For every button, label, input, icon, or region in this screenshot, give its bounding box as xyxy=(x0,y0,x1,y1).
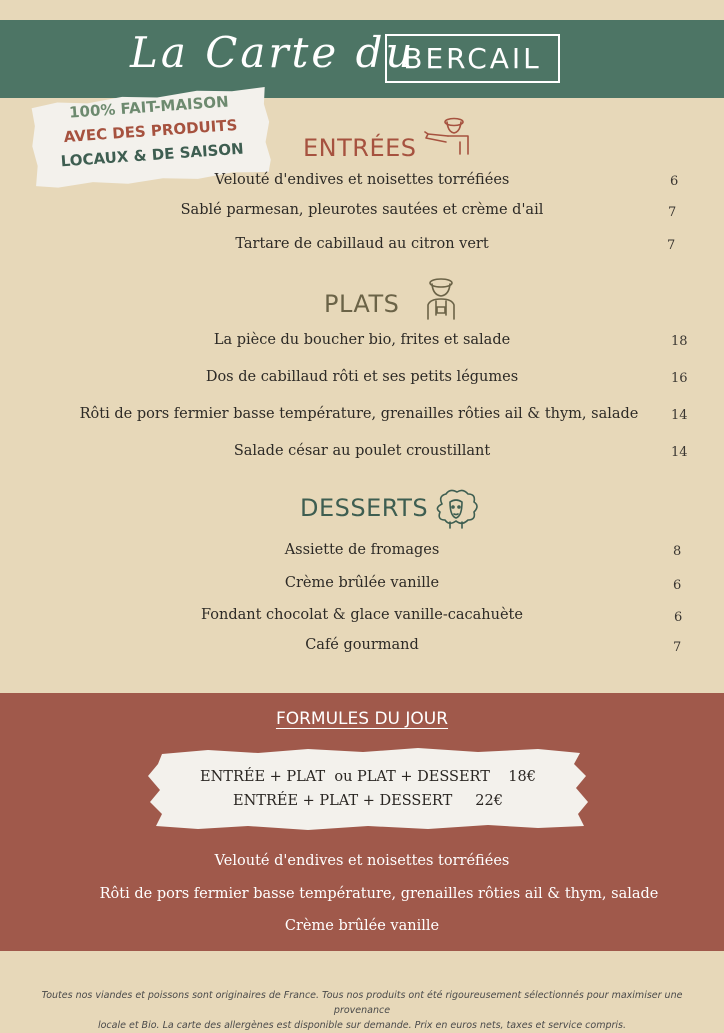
plat-2-price: 16 xyxy=(671,371,688,386)
dessert-3: Fondant chocolat & glace vanille-cacahuète xyxy=(201,607,523,623)
entree-2: Sablé parmesan, pleurotes sautées et crème d'ail xyxy=(180,202,544,218)
dessert-3-price: 6 xyxy=(674,610,683,625)
plat-2: Dos de cabillaud rôti et ses petits légumes xyxy=(205,369,519,385)
logo-text: BERCAIL xyxy=(403,42,542,75)
desserts-title: DESSERTS xyxy=(300,494,429,522)
dessert-1: Assiette de fromages xyxy=(284,542,440,558)
entree-2-price: 7 xyxy=(668,205,677,220)
plat-3: Rôti de pors fermier basse température, grenailles rôties ail & thym, salade xyxy=(79,406,639,422)
formule-2: ENTRÉE + PLAT + DESSERT 22€ xyxy=(233,793,503,809)
footer-line-1: Toutes nos viandes et poissons sont originaires de France. Tous nos produits ont été rigoureusement sélectionnés pour maximiser une provenance xyxy=(41,990,683,1016)
dessert-4: Café gourmand xyxy=(305,637,419,653)
dessert-4-price: 7 xyxy=(673,640,682,655)
entree-1: Velouté d'endives et noisettes torréfiées xyxy=(214,172,510,188)
bercail-logo xyxy=(385,34,560,83)
dessert-2-price: 6 xyxy=(673,578,682,593)
formules-banner xyxy=(148,748,588,830)
plats-title: PLATS xyxy=(324,290,400,318)
entree-3-price: 7 xyxy=(667,238,676,253)
stamp-line-1: 100% FAIT-MAISON xyxy=(68,92,230,122)
entree-1-price: 6 xyxy=(670,174,679,189)
menu-title: La Carte du xyxy=(130,28,416,77)
plat-4-price: 14 xyxy=(671,445,688,460)
footer-note xyxy=(20,988,704,1033)
entree-3: Tartare de cabillaud au citron vert xyxy=(235,236,489,252)
formule-1: ENTRÉE + PLAT ou PLAT + DESSERT 18€ xyxy=(200,769,536,785)
plat-1: La pièce du boucher bio, frites et salade xyxy=(213,332,511,348)
formules-title: FORMULES DU JOUR xyxy=(275,709,449,729)
plat-3-price: 14 xyxy=(671,408,688,423)
formule-dish-1: Velouté d'endives et noisettes torréfiées xyxy=(214,853,510,869)
dessert-2: Crème brûlée vanille xyxy=(284,575,440,591)
stamp-line-2: AVEC DES PRODUITS xyxy=(63,115,238,147)
stamp-line-3: LOCAUX & DE SAISON xyxy=(60,139,245,171)
pointing-farmer-icon xyxy=(424,112,476,156)
formule-dish-2: Rôti de pors fermier basse température, grenailles rôties ail & thym, salade xyxy=(99,886,659,902)
plat-4: Salade césar au poulet croustillant xyxy=(233,443,491,459)
farmer-icon xyxy=(420,275,462,321)
entrees-title: ENTRÉES xyxy=(303,134,417,162)
footer-line-2: locale et Bio. La carte des allergènes est disponible sur demande. Prix en euros nets, taxes et service compris. xyxy=(97,1020,627,1031)
plat-1-price: 18 xyxy=(671,334,688,349)
formule-dish-3: Crème brûlée vanille xyxy=(284,918,440,934)
sheep-icon xyxy=(432,488,482,530)
dessert-1-price: 8 xyxy=(673,544,682,559)
